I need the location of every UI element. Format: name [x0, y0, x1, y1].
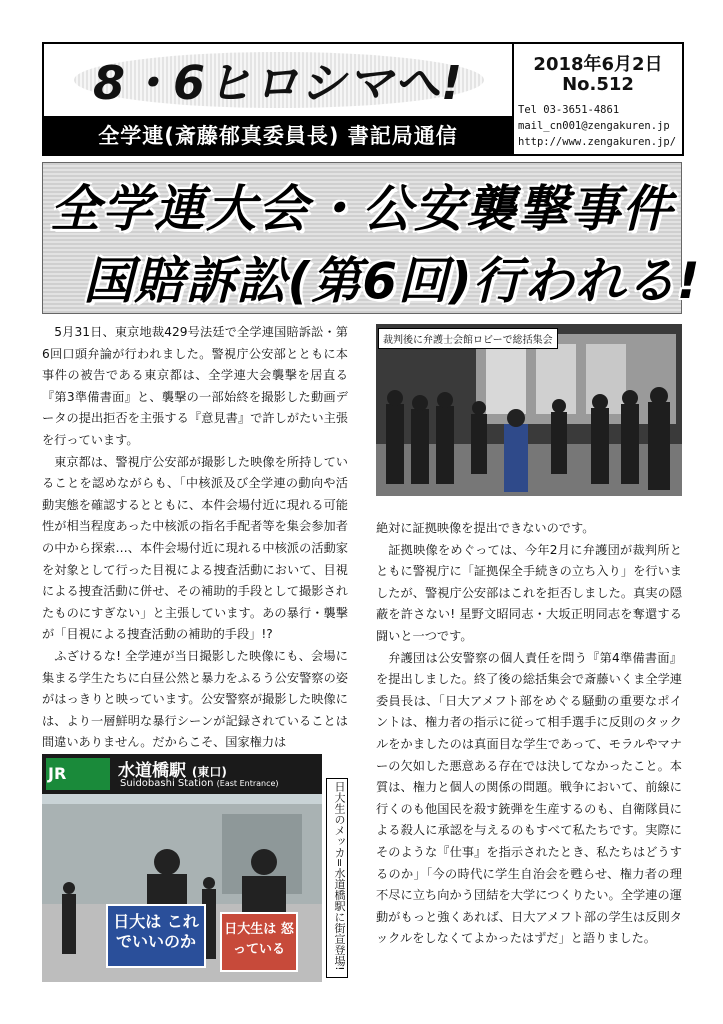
headline-line-1: 全学連大会・公安襲撃事件 — [50, 180, 674, 238]
station-exit: (東口) — [191, 765, 227, 779]
photo-caption: 裁判後に弁護士会館ロビーで総括集会 — [378, 328, 558, 349]
station-romaji: Suidobashi Station — [120, 778, 214, 789]
headline-line-2: 国賠訴訟(第6回)行われる! — [83, 252, 701, 310]
photo-lobby-meeting — [376, 324, 682, 496]
station-sign-romaji — [120, 778, 279, 789]
station-exit-en: (East Entrance) — [216, 779, 279, 788]
headline-banner — [42, 162, 701, 314]
contact-url: http://www.zengakuren.jp/ — [518, 136, 677, 148]
paragraph: ふざけるな! 全学連が当日撮影した映像にも、会場に集まる学生たちに白昼公然と暴力をふるう公安警察の姿がはっきりと映っています。公安警察が撮影した映像には、より一層鮮明な暴行シーンが記録されていることは間違いありません。だからこそ、国家権力は — [42, 648, 348, 750]
paragraph: 東京都は、警視庁公安部が撮影した映像を所持していることを認めながらも、「中核派及び全学連の動向や活動実態を確認するとともに、本件会場付近に現れる可能性が相当程度あった中核派の指名手配者等を集会参加者の中から探索…、本件会場付近に現れる中核派の活動家を対象として行った目視による捜査活動において、目視による捜査活動に併せ、その補助的手段として撮影されたものにすぎない」と主張しています。あの暴行・襲撃が「目視による捜査活動の補助的手段」!? — [42, 454, 348, 642]
contact-tel: Tel 03-3651-4861 — [518, 104, 620, 116]
jr-logo: JR — [48, 764, 67, 783]
issue-box — [512, 42, 684, 156]
paragraph: 証拠映像をめぐっては、今年2月に弁護団が裁判所とともに警視庁に「証拠保全手続きの立ち入り」を行いましたが、警視庁公安部はこれを拒否しました。真実の隠蔽を許さない! 星野文昭同志・大坂正明同志を奪還する闘いと一つです。 — [376, 542, 682, 643]
article-column-left — [42, 322, 348, 754]
masthead-subtitle: 全学連(斎藤郁真委員長) 書記局通信 — [44, 116, 512, 154]
paragraph: 弁護団は公安警察の個人責任を問う『第4準備書面』を提出しました。終了後の総括集会で斎藤いくま全学連委員長は、「日大アメフト部をめぐる騒動の重要なポイントは、権力者の指示に従って相手選手に反則のタックルをかましたのは真面目な学生であって、モラルやマナーの欠如した悪意ある存在では決してなかったこと。本質は、権力と個人の関係の問題。戦争において、前線に行くのも他国民を殺す銃弾を生産するのも、自衛隊員による殺人に承認を与えるのもすべて私たちです。実際にそのような『仕事』を指示されたとき、私たちはどうするのか」「今の時代に学生自治会を甦らせ、権力者の理不尽に立ち向かう団結を大学につくりたい。全学連の運動がもっと強くあれば、日大アメフト部の学生は反則タックルをしなくてよかったはずだ」と語りました。 — [376, 650, 682, 946]
issue-date: 2018年6月2日 — [533, 54, 663, 75]
paragraph: 5月31日、東京地裁429号法廷で全学連国賠訴訟・第6回口頭弁論が行われました。警視庁公安部とともに本事件の被告である東京都は、全学連大会襲撃を居直る『第3準備書面』と、襲撃の一部始終を撮影した動画データの提出拒否を主張する『意見書』で許しがたい主張を行っています。 — [42, 325, 348, 447]
issue-number: No.512 — [562, 74, 634, 95]
photo-side-caption: 日大生のメッカ=水道橋駅に街宣登場! — [326, 778, 348, 978]
protest-sign-left: 日大は これでいいのか — [106, 904, 206, 968]
lobby-photo-illustration — [376, 324, 682, 496]
contact-mail: mail_cn001@zengakuren.jp — [518, 120, 670, 132]
masthead-title: 8・6ヒロシマへ! — [93, 56, 463, 110]
station-name: 水道橋駅 — [118, 761, 186, 781]
paragraph: 絶対に証拠映像を提出できないのです。 — [376, 521, 595, 535]
article-column-right — [376, 518, 682, 950]
photo-suidobashi-station — [42, 754, 322, 982]
masthead — [42, 42, 514, 156]
protest-sign-right: 日大生は 怒っている — [220, 912, 298, 972]
